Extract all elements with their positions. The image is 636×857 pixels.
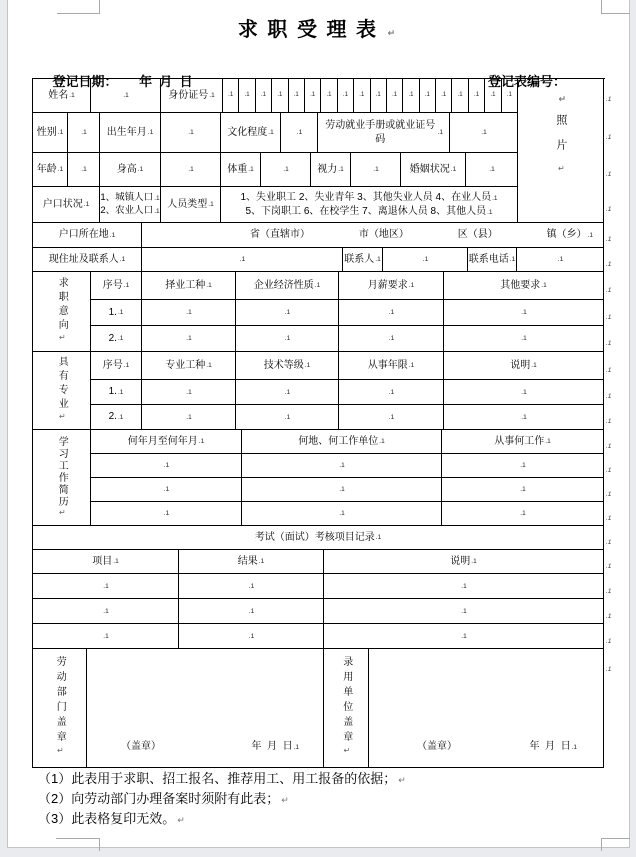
vision-label-text: 视力 [317,163,338,175]
intent-header-seq [91,272,142,300]
major-row2-trade-cell[interactable] [142,405,236,430]
id-digit-cell[interactable] [502,79,517,112]
birth-label-text: 出生年月 [106,126,147,138]
intent-header-trade [142,272,236,300]
history-header-work [442,430,604,454]
exam-header-result [179,550,324,574]
row-end-mark [606,332,618,340]
major-header-trade-text: 专业工种 [165,359,206,371]
major-header-note-text: 说明 [510,359,531,371]
id-digit-cell[interactable] [485,79,501,112]
phone-label-text: 联系电话 [468,253,509,265]
footer-note-3 [38,808,185,827]
handbook-label-text: 劳动就业手册或就业证号码 [325,120,436,145]
id-digit-cell[interactable] [321,79,337,112]
intent-row1-trade-cell[interactable] [142,300,236,326]
id-digit-cell[interactable] [223,79,239,112]
district-label: 区（县） [457,229,498,241]
row-end-mark [606,630,618,638]
person-type-options-cell[interactable] [221,187,518,223]
exam-row1-note-cell[interactable] [324,574,604,599]
id-digit-cell[interactable] [272,79,288,112]
intent-row1-seq-text: 1. [108,306,117,318]
major-row2-note-cell[interactable] [444,405,604,430]
row-end-mark [606,580,618,588]
history-row3-period-cell[interactable] [91,502,242,526]
footer-note-2 [38,788,289,807]
phone-input-cell[interactable] [517,248,604,272]
labor-seal-cell[interactable] [87,649,324,768]
major-row1-years-cell[interactable] [339,380,444,405]
exam-row1-item-cell[interactable] [33,574,179,599]
major-row1-level-cell[interactable] [236,380,339,405]
row-end-mark [606,198,618,206]
marriage-input-cell[interactable] [466,153,518,187]
history-row1-place-cell[interactable] [242,454,442,478]
row-end-mark [606,88,618,96]
job-intent-label-text: 求职意向 [56,277,68,333]
weight-input-cell[interactable] [261,153,311,187]
photo-cell [518,79,604,223]
exam-row2-item-cell[interactable] [33,599,179,624]
major-header-note [444,352,604,380]
id-digit-cell[interactable] [256,79,272,112]
contact-label [343,248,383,272]
profession-section-label [33,352,91,430]
exam-row3-item-cell[interactable] [33,624,179,649]
person-type-label [161,187,221,223]
history-header-period-text: 何年月至何年月 [127,435,198,447]
footer-note-1-text: （1）此表用于求职、招工报名、推荐用工、用工报备的依据； [38,771,397,786]
exam-record-title [33,526,604,550]
major-header-years [339,352,444,380]
exam-header-result-text: 结果 [237,555,258,567]
age-label [33,153,68,187]
crop-mark-bottom-right [601,838,630,851]
row-end-mark [606,483,618,491]
employer-seal-label-text: 录用单位盖章 [340,656,352,746]
registration-date-text: 登记日期： 年 月 日 [52,74,193,89]
row-end-mark [606,658,618,666]
major-header-years-text: 从事年限 [367,359,408,371]
labor-seal-date: 年 月 日 .1 [251,740,299,754]
major-row1-note-cell[interactable] [444,380,604,405]
row-end-mark [606,163,618,171]
intent-row2-other-cell[interactable] [444,326,604,352]
intent-header-economy-text: 企业经济性质 [253,279,314,291]
hukou-place-label [33,223,142,248]
crop-mark-top-left [57,0,100,14]
row-end-mark [606,410,618,418]
exam-header-note-text: 说明 [450,555,471,567]
id-digit-cell[interactable] [289,79,305,112]
contact-input-cell[interactable] [383,248,468,272]
footer-note-1 [38,768,406,787]
height-label [100,153,161,187]
id-digit-cell[interactable] [338,79,354,112]
vision-input-cell[interactable] [351,153,401,187]
name-label-text: 姓名 [48,89,69,101]
intent-row1-salary-cell[interactable] [339,300,444,326]
job-intent-section-label [33,272,91,352]
gender-label [33,113,68,153]
row-end-mark [606,435,618,443]
footer-note-2-text: （2）向劳动部门办理备案时须附有此表； [38,791,280,806]
marriage-label [401,153,466,187]
handbook-label [318,113,450,153]
address-label [33,248,142,272]
exam-row2-result-cell[interactable] [179,599,324,624]
exam-row3-result-cell[interactable] [179,624,324,649]
job-application-table [32,78,605,768]
exam-header-item-text: 项目 [92,555,113,567]
weight-label-text: 体重 [227,163,248,175]
history-row2-work-cell[interactable] [442,478,604,502]
intent-row2-seq [91,326,142,352]
row-end-mark [606,507,618,515]
major-row2-level-cell[interactable] [236,405,339,430]
major-row1-trade-cell[interactable] [142,380,236,405]
intent-header-seq-text: 序号 [102,279,123,291]
major-row2-years-cell[interactable] [339,405,444,430]
history-header-place-text: 何地、何工作单位 [298,435,379,447]
marriage-label-text: 婚姻状况 [409,163,450,175]
id-digit-cells[interactable] [223,79,518,113]
education-input-cell[interactable] [281,113,318,153]
row-end-mark [606,459,618,467]
row-end-mark [606,126,618,134]
history-row1-work-cell[interactable] [442,454,604,478]
intent-row1-economy-cell[interactable] [236,300,339,326]
id-digit-cell[interactable] [354,79,370,112]
education-label-text: 文化程度 [227,126,268,138]
exam-row2-note-cell[interactable] [324,599,604,624]
education-label [221,113,281,153]
history-row1-period-cell[interactable] [91,454,242,478]
intent-row1-seq [91,300,142,326]
phone-label [468,248,517,272]
exam-header-item [33,550,179,574]
row-end-mark [606,359,618,367]
birth-input-cell[interactable] [161,113,221,153]
history-header-place [242,430,442,454]
address-label-text: 现住址及联系人 [48,253,119,265]
major-header-level-text: 技术等级 [263,359,304,371]
major-row1-seq-text: 1. [108,386,117,398]
id-number-label [161,79,223,113]
intent-row2-trade-cell[interactable] [142,326,236,352]
row-end-mark [606,531,618,539]
history-row2-place-cell[interactable] [242,478,442,502]
form-title [32,13,603,42]
person-type-options-line2[interactable]: 5、下岗职工 6、在校学生 7、离退休人员 8、其他人员 .1 [245,205,492,219]
hukou-options-cell[interactable] [100,187,161,223]
row-end-mark [606,279,618,287]
vision-label [311,153,351,187]
hukou-status-label [33,187,100,223]
intent-header-economy [236,272,339,300]
id-digit-cell[interactable] [452,79,468,112]
hukou-option-urban[interactable]: 1、城镇人口 .1 [100,192,159,205]
history-row3-work-cell[interactable] [442,502,604,526]
major-row2-seq [91,405,142,430]
gender-input-cell[interactable] [68,113,100,153]
id-label-text: 身份证号 [168,89,209,101]
exam-row1-result-cell[interactable] [179,574,324,599]
birth-label [100,113,161,153]
history-section-label [33,430,91,526]
id-digit-cell[interactable] [403,79,419,112]
person-type-label-text: 人员类型 [167,198,208,210]
height-label-text: 身高 [116,163,137,175]
intent-header-other-text: 其他要求 [500,279,541,291]
exam-header-note [324,550,604,574]
major-row2-seq-text: 2. [108,411,117,423]
id-digit-cell[interactable] [420,79,436,112]
registration-number-text: 登记表编号： [487,74,566,89]
town-label: 镇（乡） .1 [547,228,593,242]
employer-seal-date: 年 月 日 .1 [529,740,577,754]
major-header-seq-text: 序号 [102,359,123,371]
height-input-cell[interactable] [161,153,221,187]
employer-stamp-hint: （盖章） [417,740,457,752]
id-digit-cell[interactable] [371,79,387,112]
labor-seal-label-text: 劳动部门盖章 [54,656,66,746]
intent-header-salary-text: 月薪要求 [367,279,408,291]
footer-note-3-text: （3）此表格复印无效。 [38,811,176,826]
row-end-mark [606,228,618,236]
intent-row2-seq-text: 2. [108,332,117,344]
id-digit-cell[interactable] [387,79,403,112]
crop-mark-bottom-left [56,838,100,851]
hukou-option-rural[interactable]: 2、农业人口 .1 [100,205,159,218]
intent-row1-other-cell[interactable] [444,300,604,326]
intent-header-trade-text: 择业工种 [165,279,206,291]
row-end-mark [606,605,618,613]
contact-label-text: 联系人 [344,253,375,265]
id-digit-cell[interactable] [239,79,255,112]
employer-seal-cell[interactable] [369,649,604,768]
row-end-mark [606,385,618,393]
major-header-level [236,352,339,380]
hukou-place-label-text: 户口所在地 [58,229,109,241]
city-label: 市（地区） [358,229,409,241]
row-end-mark [606,306,618,314]
history-row2-period-cell[interactable] [91,478,242,502]
intent-header-other [444,272,604,300]
form-title-text: 求 职 受 理 表 [237,19,379,41]
province-label: 省（直辖市） [250,229,310,241]
labor-stamp-hint: （盖章） [121,740,161,752]
photo-label-text: 照片 [554,114,567,164]
id-digit-cell[interactable] [305,79,321,112]
gender-label-text: 性别 [36,126,57,138]
age-label-text: 年龄 [36,163,57,175]
hukou-status-label-text: 户口状况 [42,198,83,210]
labor-seal-label [33,649,87,768]
row-end-mark [606,253,618,261]
handbook-input-cell[interactable] [450,113,518,153]
intent-header-salary [339,272,444,300]
major-row1-seq [91,380,142,405]
history-header-work-text: 从事何工作 [494,435,545,447]
exam-record-title-text: 考试（面试）考核项目记录 [254,531,375,543]
intent-row2-economy-cell[interactable] [236,326,339,352]
row-end-mark [606,555,618,563]
exam-row3-note-cell[interactable] [324,624,604,649]
history-label-text: 学习工作简历 [56,436,68,508]
person-type-options-line1[interactable]: 1、失业职工 2、失业青年 3、其他失业人员 4、在业人员 .1 [240,191,497,205]
profession-label-text: 具有专业 [56,356,68,412]
major-header-trade [142,352,236,380]
employer-seal-label [324,649,369,768]
crop-mark-top-right [601,0,630,14]
address-input-cell[interactable] [142,248,343,272]
id-digit-cell[interactable] [436,79,452,112]
name-input-cell[interactable] [91,79,161,113]
history-row3-place-cell[interactable] [242,502,442,526]
id-digit-cell[interactable] [469,79,485,112]
intent-row2-salary-cell[interactable] [339,326,444,352]
age-input-cell[interactable] [68,153,100,187]
hukou-place-cell[interactable] [142,223,604,248]
weight-label [221,153,261,187]
history-header-period [91,430,242,454]
name-label [33,79,91,113]
major-header-seq [91,352,142,380]
